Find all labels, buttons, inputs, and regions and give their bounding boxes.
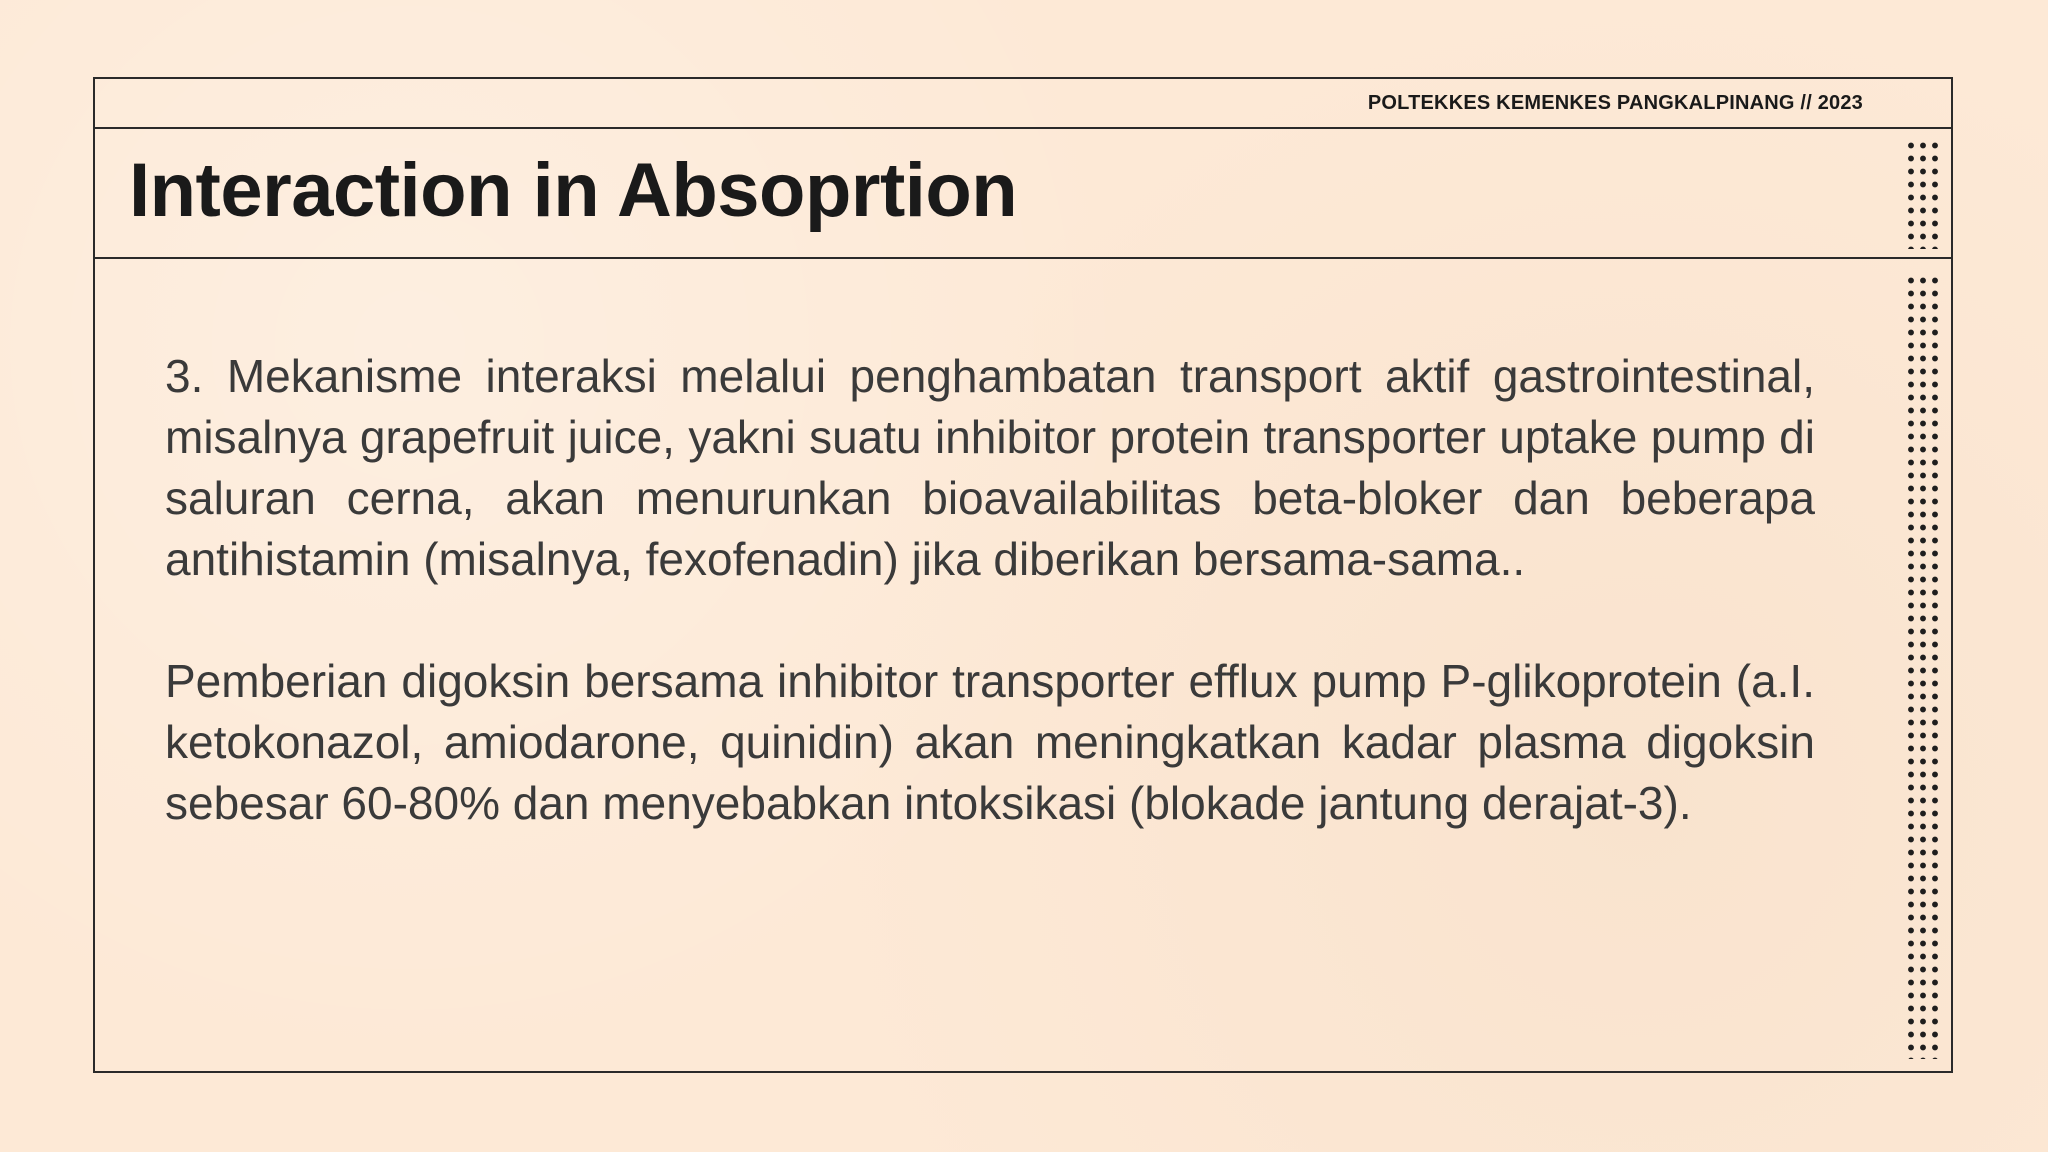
dot-pattern-decoration-side [1905, 274, 1941, 1059]
institution-label: POLTEKKES KEMENKES PANGKALPINANG // 2023 [1367, 92, 1863, 114]
body-paragraph-1: 3. Mekanisme interaksi melalui penghambatan transport aktif gastrointestinal, misalnya grapefruit juice, yakni suatu inhibitor protein transporter uptake pump di saluran cerna, akan menurunkan bioavailabilitas beta-bloker dan beberapa antihistamin (misalnya, fexofenadin) jika diberikan bersama-sama.. [165, 350, 1815, 585]
slide-frame [93, 77, 1953, 1073]
slide-title: Interaction in Absoprtion [129, 148, 1018, 233]
header-bar [95, 79, 1951, 129]
slide-body [165, 346, 1815, 834]
body-paragraph-2: Pemberian digoksin bersama inhibitor transporter efflux pump P-glikoprotein (a.I. ketokonazol, amiodarone, quinidin) akan meningkatkan kadar plasma digoksin sebesar 60-80% dan menyebabkan intoksikasi (blokade jantung derajat-3). [165, 655, 1815, 829]
dot-pattern-decoration-top [1905, 139, 1941, 249]
title-bar [95, 129, 1951, 259]
